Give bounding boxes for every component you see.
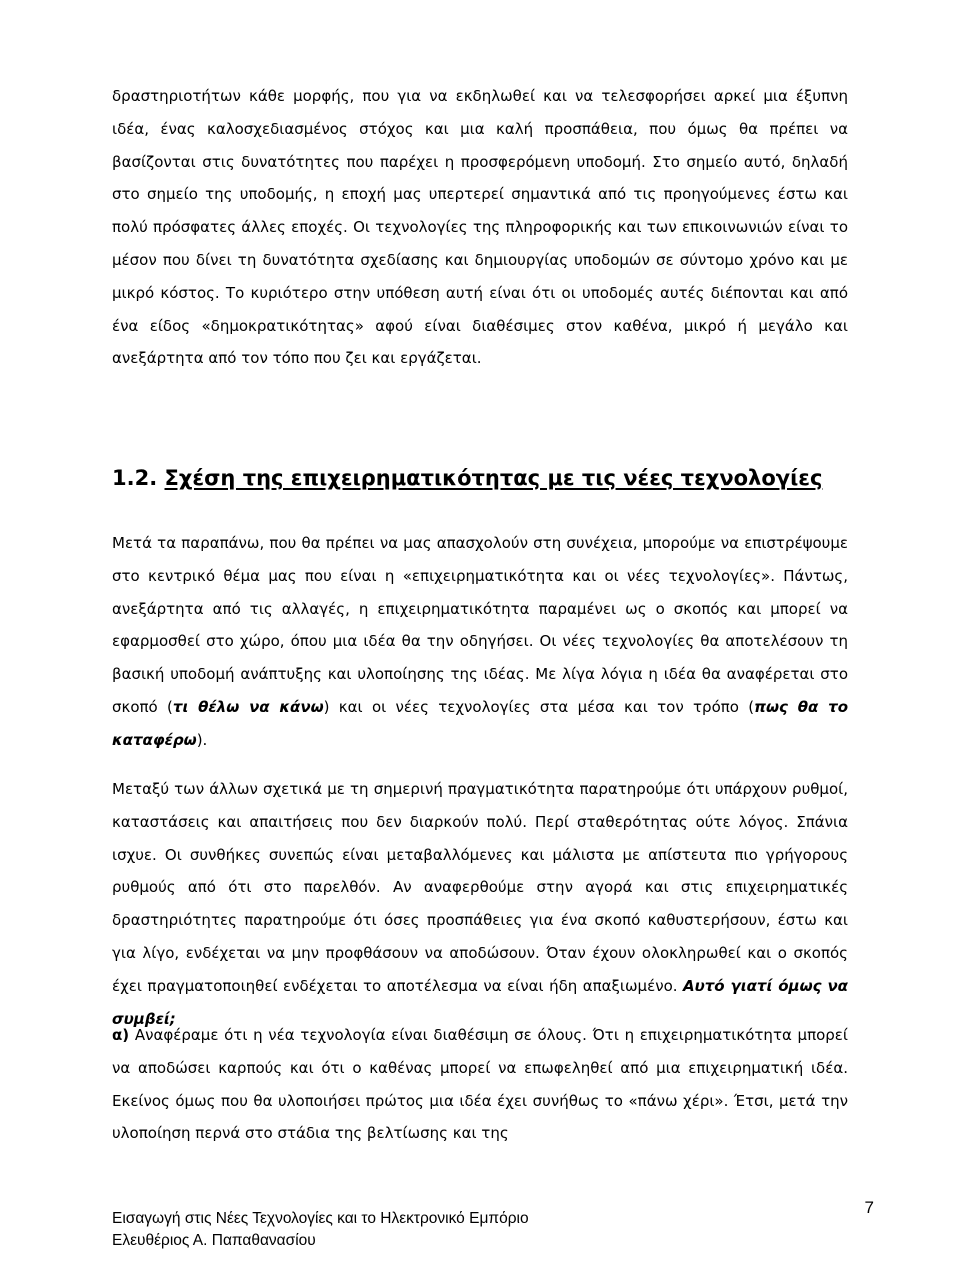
- paragraph-intro: δραστηριοτήτων κάθε μορφής, που για να εκδηλωθεί και να τελεσφορήσει αρκεί μια έξυπνη ιδέα, ένας καλοσχεδιασμένος στόχος και μια καλή προσπάθεια, που όμως θα πρέπει να βασίζονται στις δυνατότητες που παρέχει η προσφερόμενη υποδομή. Στο σημείο αυτό, δηλαδή στο σημείο της υποδομής, η εποχή μας υπερτερεί σημαντικά από τις προηγούμενες έστω και πολύ πρόσφατες άλλες εποχές. Οι τεχνολογίες της πληροφορικής και των επικοινωνιών είναι το μέσον που δίνει τη δυνατότητα σχεδίασης και δημιουργίας υποδομών σε σύντομο χρόνο και με μικρό κόστος. Το κυριότερο στην υπόθεση αυτή είναι ότι οι υποδομές αυτές διέπονται και από ένα είδος «δημοκρατικότητας» αφού είναι διαθέσιμες στον καθένα, μικρό ή μεγάλο και ανεξάρτητα από τον τόπο που ζει και εργάζεται.: [112, 87, 848, 368]
- footer-author: Ελευθέριος Α. Παπαθανασίου: [112, 1232, 316, 1249]
- paragraph-entrepreneurship: [112, 527, 848, 757]
- paragraph-point-a: [112, 1019, 848, 1150]
- paragraph-text: ).: [196, 730, 208, 749]
- paragraph-reality: [112, 773, 848, 1035]
- page-footer: [112, 1208, 529, 1252]
- footer-title: Εισαγωγή στις Νέες Τεχνολογίες και το Ηλεκτρονικό Εμπόριο: [112, 1210, 529, 1227]
- emphasis-method: πως θα το καταφέρω: [112, 697, 849, 749]
- section-number: 1.2.: [112, 466, 158, 490]
- paragraph-text: Μεταξύ των άλλων σχετικά με τη σημερινή πραγματικότητα παρατηρούμε ότι υπάρχουν ρυθμοί, καταστάσεις και απαιτήσεις που δεν διαρκούν πολύ. Περί σταθερότητας ούτε λόγος. Σπάνια ισχυε. Οι συνθήκες συνεπώς είναι μεταβαλλόμενες και μάλιστα με απίστευτα πιο γρήγορους ρυθμούς από ότι στο παρελθόν. Αν αναφερθούμε στην αγορά και στις επιχειρηματικές δραστηριότητες παρατηρούμε ότι όσες προσπάθειες για ένα σκοπό καθυστερήσουν, έστω και για λίγο, ενδέχεται να μην προφθάσουν να αποδώσουν. Όταν έχουν ολοκληρωθεί και ο σκοπός έχει πραγματοποιηθεί ενδέχεται το αποτέλεσμα να είναι ήδη απαξιωμένο.: [112, 780, 848, 995]
- page-number: 7: [864, 1198, 874, 1217]
- emphasis-purpose: τι θέλω να κάνω: [172, 697, 324, 716]
- paragraph-text: ) και οι νέες τεχνολογίες στα μέσα και τον τρόπο (: [323, 697, 755, 716]
- section-heading: [112, 462, 848, 494]
- paragraph-text: Αναφέραμε ότι η νέα τεχνολογία είναι διαθέσιμη σε όλους. Ότι η επιχειρηματικότητα μπορεί να αποδώσει καρπούς και ότι ο καθένας μπορεί να επωφεληθεί από μια επιχειρηματική ιδέα. Εκείνος όμως που θα υλοποιήσει πρώτος μια ιδέα έχει συνήθως το «πάνω χέρι». Έτσι, μετά την υλοποίηση περνά στο στάδια της βελτίωσης και της: [112, 1026, 848, 1143]
- emphasis-question: Αυτό γιατί όμως να συμβεί;: [112, 976, 848, 1028]
- paragraph-text: Μετά τα παραπάνω, που θα πρέπει να μας απασχολούν στη συνέχεια, μπορούμε να επιστρέψουμε στο κεντρικό θέμα μας που είναι η «επιχειρηματικότητα και οι νέες τεχνολογίες». Πάντως, ανεξάρτητα από τις αλλαγές, η επιχειρηματικότητα παραμένει ως ο σκοπός και μπορεί να εφαρμοσθεί στο χώρο, όπου μια ιδέα θα την οδηγήσει. Οι νέες τεχνολογίες θα αποτελέσουν τη βασική υποδομή ανάπτυξης και υλοποίησης της ιδέας. Με λίγα λόγια η ιδέα θα αναφέρεται στο σκοπό (: [112, 534, 848, 716]
- list-label: α): [112, 1026, 130, 1044]
- section-title: Σχέση της επιχειρηματικότητας με τις νέες τεχνολογίες: [164, 466, 823, 490]
